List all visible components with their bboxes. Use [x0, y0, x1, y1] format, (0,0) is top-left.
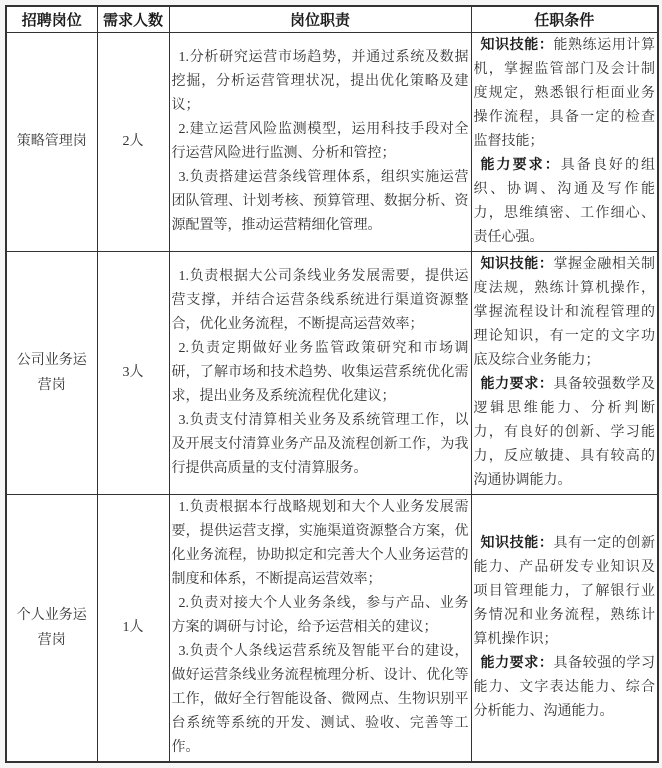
header-duties: 岗位职责 [169, 6, 471, 32]
duty-item: 3.负责个人条线运营系统及智能平台的建设，做好运营条线业务流程梳理分析、设计、优化等工作，做好全行智能设备、微网点、生物识别平台系统等系统的开发、测试、验收、完善等工作。 [171, 643, 469, 755]
duties-cell [169, 494, 471, 762]
requirement-label: 知识技能： [480, 37, 554, 53]
position-cell: 公司业务运营岗 [6, 251, 97, 494]
duty-item: 3.负责搭建运营条线管理体系，组织实施运营团队管理、计划考核、预算管理、数据分析、资源配置等，推动运营精细化管理。 [171, 169, 469, 233]
duties-cell [169, 32, 471, 251]
requirements-cell [471, 494, 658, 762]
headcount-cell: 3人 [97, 251, 169, 494]
requirement-label: 能力要求： [480, 157, 561, 173]
requirement-label: 能力要求： [480, 376, 554, 392]
headcount-cell: 2人 [97, 32, 169, 251]
requirement-item: 知识技能：具有一定的创新能力、产品研发专业知识及项目管理能力，了解银行业务情况和业务流程，熟练计算机操作识； [473, 535, 656, 647]
table-row [6, 251, 658, 494]
header-row [6, 6, 658, 32]
duty-item: 1.负责根据大公司条线业务发展需要，提供运营支撑，并结合运营条线系统进行渠道资源整合，优化业务流程，不断提高运营效率； [171, 268, 469, 332]
requirement-item: 能力要求：具备较强数学及逻辑思维能力、分析判断力，有良好的创新、学习能力，反应敏捷、具有较高的沟通协调能力。 [473, 376, 656, 488]
requirement-item: 知识技能：能熟练运用计算机，掌握监管部门及会计制度规定，熟悉银行柜面业务操作流程，具备一定的检查监督技能； [473, 37, 656, 149]
table-body [6, 32, 658, 762]
duty-item: 2.负责定期做好业务监管政策研究和市场调研，了解市场和技术趋势、收集运营系统优化需求，提出业务及系统流程优化建议； [171, 340, 469, 404]
requirements-cell [471, 251, 658, 494]
duty-item: 3.负责支付清算相关业务及系统管理工作，以及开展支付清算业务产品及流程创新工作，为我行提供高质量的支付清算服务。 [171, 412, 469, 476]
duties-cell [169, 251, 471, 494]
headcount-cell: 1人 [97, 494, 169, 762]
table-row [6, 494, 658, 762]
duty-item: 2.负责对接大个人业务条线，参与产品、业务方案的调研与讨论，给予运营相关的建议； [171, 595, 469, 635]
position-cell: 策略管理岗 [6, 32, 97, 251]
header-headcount: 需求人数 [97, 6, 169, 32]
requirement-item: 能力要求：具备较强的学习能力、文字表达能力、综合分析能力、沟通能力。 [473, 655, 656, 719]
duty-item: 1.分析研究运营市场趋势，并通过系统及数据挖掘，分析运营管理状况，提出优化策略及建议； [171, 49, 469, 113]
header-requirements: 任职条件 [471, 6, 658, 32]
requirement-label: 知识技能： [480, 256, 554, 272]
requirement-item: 知识技能：掌握金融相关制度法规，熟练计算机操作，掌握流程设计和流程管理的理论知识，有一定的文字功底及综合业务能力； [473, 256, 656, 368]
duty-item: 2.建立运营风险监测模型，运用科技手段对全行运营风险进行监测、分析和管控； [171, 121, 469, 161]
table-row [6, 32, 658, 251]
requirement-item: 能力要求：具备良好的组织、协调、沟通及写作能力，思维缜密、工作细心、责任心强。 [473, 157, 655, 245]
header-position: 招聘岗位 [6, 6, 97, 32]
requirement-label: 能力要求： [480, 655, 554, 671]
recruitment-table [5, 5, 659, 763]
requirement-label: 知识技能： [480, 535, 554, 551]
duty-item: 1.负责根据本行战略规划和大个人业务发展需要，提供运营支撑，实施渠道资源整合方案，优化业务流程，协助拟定和完善大个人业务运营的制度和体系，不断提高运营效率； [171, 499, 469, 587]
position-cell: 个人业务运营岗 [6, 494, 97, 762]
requirements-cell [471, 32, 658, 251]
